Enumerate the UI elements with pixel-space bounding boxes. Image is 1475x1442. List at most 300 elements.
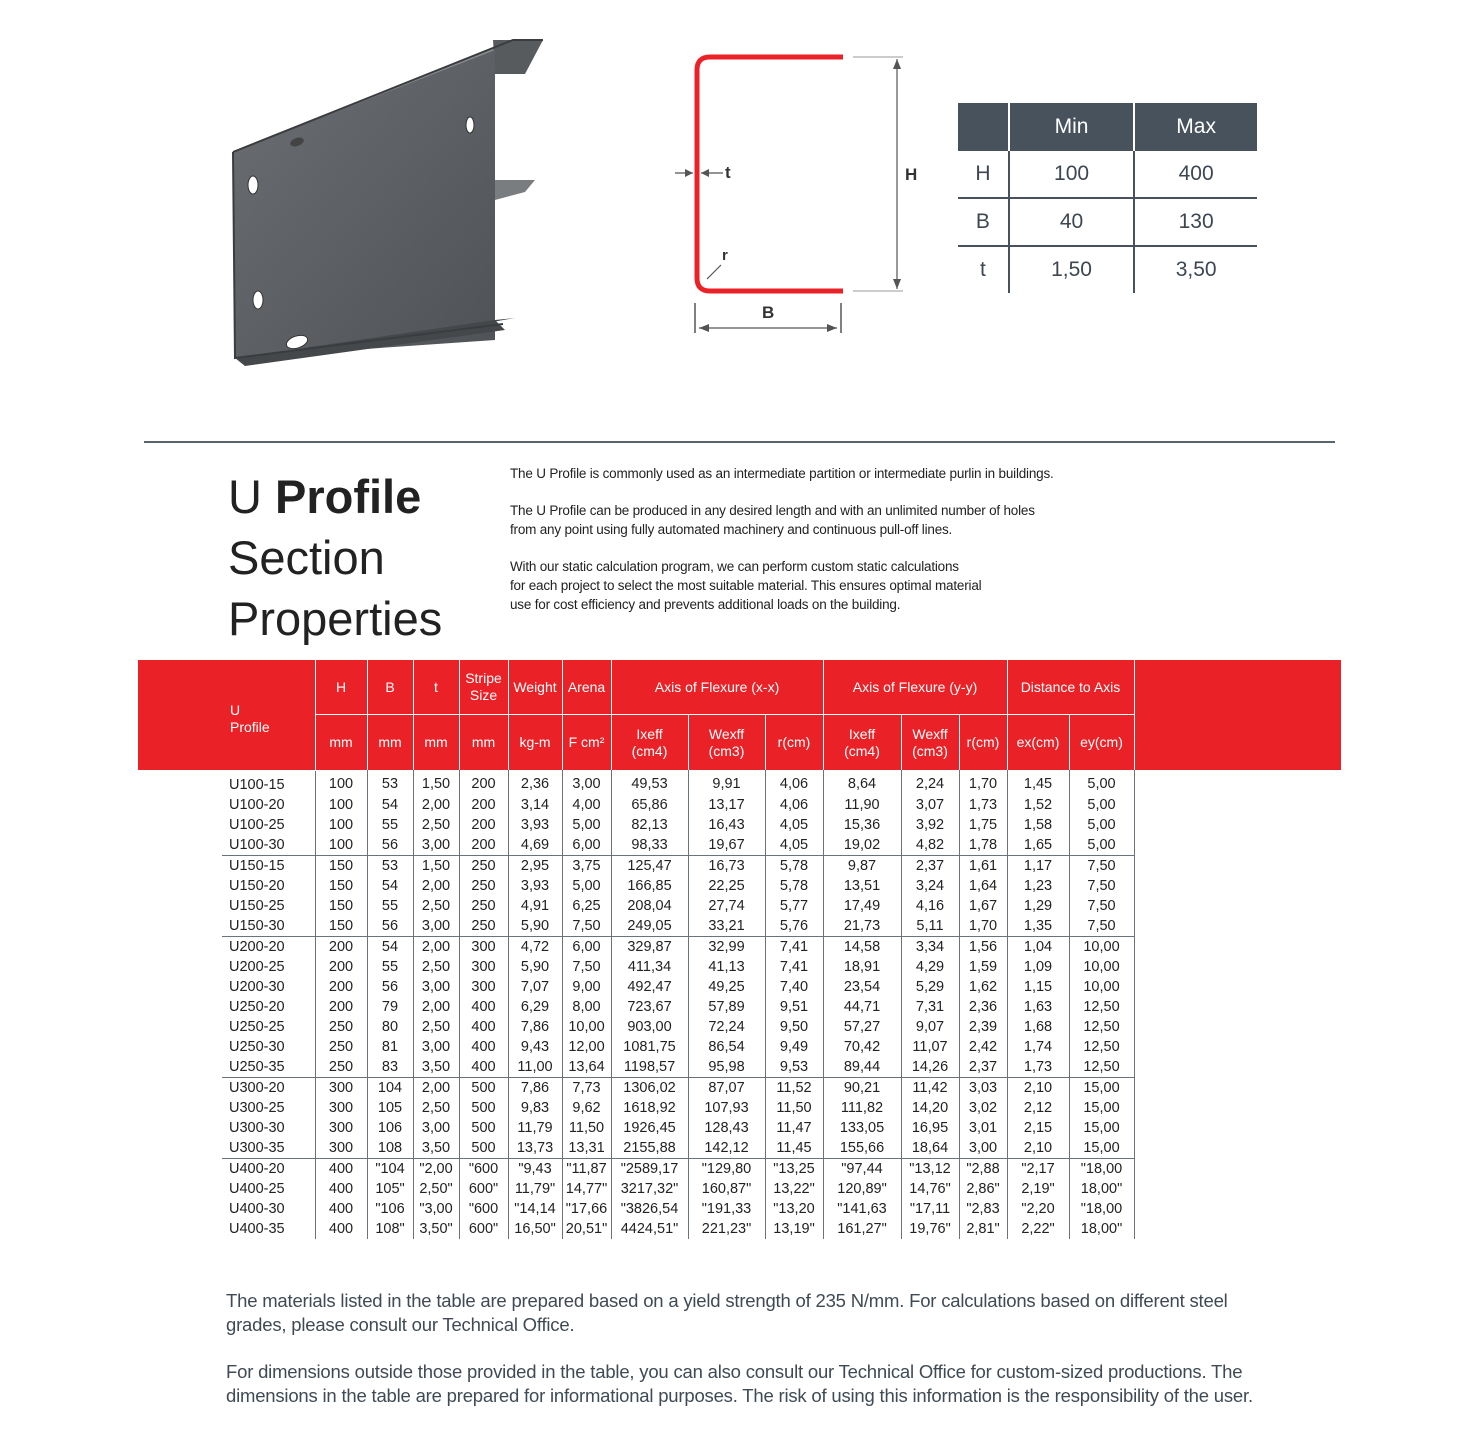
value-cell: 70,42 xyxy=(823,1037,901,1057)
value-cell: 2,50 xyxy=(413,1098,459,1118)
intro-text xyxy=(510,464,1150,632)
table-row xyxy=(222,916,1134,937)
value-cell: 2,39 xyxy=(959,1017,1007,1037)
value-cell: 1,67 xyxy=(959,896,1007,916)
value-cell: 6,00 xyxy=(562,936,611,957)
value-cell: 1,65 xyxy=(1007,835,1069,856)
unit-r-x: r(cm) xyxy=(765,715,823,771)
unit-h: mm xyxy=(315,715,367,771)
value-cell: 4,29 xyxy=(901,957,959,977)
profile-name-cell: U300-35 xyxy=(222,1138,315,1159)
value-cell: 33,21 xyxy=(688,916,765,937)
value-cell: "13,20 xyxy=(765,1199,823,1219)
value-cell: 13,64 xyxy=(562,1057,611,1078)
value-cell: 500 xyxy=(459,1098,508,1118)
value-cell: 3,00 xyxy=(959,1138,1007,1159)
value-cell: 11,90 xyxy=(823,795,901,815)
value-cell: 32,99 xyxy=(688,936,765,957)
header-b: B xyxy=(367,660,413,715)
value-cell: 250 xyxy=(315,1017,367,1037)
profile-name-cell: U400-30 xyxy=(222,1199,315,1219)
value-cell: 9,00 xyxy=(562,977,611,997)
value-cell: 5,78 xyxy=(765,876,823,896)
value-cell: 3,93 xyxy=(508,815,562,835)
value-cell: 10,00 xyxy=(1069,977,1134,997)
value-cell: 5,90 xyxy=(508,957,562,977)
value-cell: 250 xyxy=(315,1037,367,1057)
value-cell: 11,47 xyxy=(765,1118,823,1138)
value-cell: 54 xyxy=(367,936,413,957)
value-cell: 600" xyxy=(459,1219,508,1239)
min-cell: 40 xyxy=(1009,198,1134,246)
value-cell: 400 xyxy=(315,1179,367,1199)
value-cell: 2,50 xyxy=(413,815,459,835)
value-cell: 18,00" xyxy=(1069,1219,1134,1239)
value-cell: 2,10 xyxy=(1007,1138,1069,1159)
value-cell: "106 xyxy=(367,1199,413,1219)
intro-paragraph: With our static calculation program, we can perform custom static calculations for each project to select the most suitable material. This ensures optimal material use for cost efficiency and prevents additional loads on the building. xyxy=(510,559,982,612)
value-cell: 1,73 xyxy=(959,795,1007,815)
min-cell: 100 xyxy=(1009,151,1134,198)
profile-name-cell: U300-20 xyxy=(222,1077,315,1098)
value-cell: 4,06 xyxy=(765,770,823,795)
value-cell: 1,29 xyxy=(1007,896,1069,916)
value-cell: 15,00 xyxy=(1069,1077,1134,1098)
value-cell: 300 xyxy=(459,957,508,977)
value-cell: 13,51 xyxy=(823,876,901,896)
max-cell: 3,50 xyxy=(1134,246,1257,293)
value-cell: 108 xyxy=(367,1138,413,1159)
value-cell: 105" xyxy=(367,1179,413,1199)
table-row xyxy=(222,1057,1134,1078)
value-cell: 57,27 xyxy=(823,1017,901,1037)
unit-arena: F cm² xyxy=(562,715,611,771)
value-cell: 6,25 xyxy=(562,896,611,916)
value-cell: 13,73 xyxy=(508,1138,562,1159)
value-cell: 11,79 xyxy=(508,1118,562,1138)
value-cell: 14,76" xyxy=(901,1179,959,1199)
value-cell: 1,17 xyxy=(1007,855,1069,876)
value-cell: 3,24 xyxy=(901,876,959,896)
title-letter: U xyxy=(228,470,275,523)
table-row xyxy=(222,1037,1134,1057)
value-cell: "17,11 xyxy=(901,1199,959,1219)
value-cell: 500 xyxy=(459,1077,508,1098)
value-cell: 3,14 xyxy=(508,795,562,815)
value-cell: 54 xyxy=(367,876,413,896)
value-cell: 18,64 xyxy=(901,1138,959,1159)
value-cell: 2,15 xyxy=(1007,1118,1069,1138)
value-cell: 7,41 xyxy=(765,957,823,977)
value-cell: 1,15 xyxy=(1007,977,1069,997)
value-cell: 1,45 xyxy=(1007,770,1069,795)
min-max-header-param xyxy=(958,103,1009,151)
value-cell: 87,07 xyxy=(688,1077,765,1098)
value-cell: 128,43 xyxy=(688,1118,765,1138)
value-cell: 9,49 xyxy=(765,1037,823,1057)
value-cell: 18,91 xyxy=(823,957,901,977)
value-cell: 9,87 xyxy=(823,855,901,876)
value-cell: 7,41 xyxy=(765,936,823,957)
value-cell: 9,43 xyxy=(508,1037,562,1057)
value-cell: 72,24 xyxy=(688,1017,765,1037)
value-cell: "600 xyxy=(459,1158,508,1179)
value-cell: 13,19" xyxy=(765,1219,823,1239)
value-cell: 7,50 xyxy=(1069,916,1134,937)
value-cell: 18,00" xyxy=(1069,1179,1134,1199)
value-cell: 1,59 xyxy=(959,957,1007,977)
value-cell: 11,79" xyxy=(508,1179,562,1199)
value-cell: 82,13 xyxy=(611,815,688,835)
value-cell: 2,00 xyxy=(413,876,459,896)
min-max-header-row xyxy=(958,103,1257,151)
value-cell: 161,27" xyxy=(823,1219,901,1239)
value-cell: 1,52 xyxy=(1007,795,1069,815)
value-cell: 55 xyxy=(367,957,413,977)
table-row xyxy=(222,1118,1134,1138)
value-cell: 4,72 xyxy=(508,936,562,957)
value-cell: 3,00 xyxy=(413,1118,459,1138)
value-cell: 106 xyxy=(367,1118,413,1138)
value-cell: 2,00 xyxy=(413,795,459,815)
table-row xyxy=(222,1219,1134,1239)
profile-name-cell: U400-25 xyxy=(222,1179,315,1199)
value-cell: 11,45 xyxy=(765,1138,823,1159)
value-cell: "600 xyxy=(459,1199,508,1219)
value-cell: 98,33 xyxy=(611,835,688,856)
value-cell: 400 xyxy=(459,1037,508,1057)
table-row xyxy=(222,795,1134,815)
value-cell: 250 xyxy=(459,855,508,876)
value-cell: 8,64 xyxy=(823,770,901,795)
value-cell: 4,82 xyxy=(901,835,959,856)
value-cell: 200 xyxy=(459,795,508,815)
value-cell: 7,50 xyxy=(1069,896,1134,916)
value-cell: 8,00 xyxy=(562,997,611,1017)
value-cell: 300 xyxy=(315,1098,367,1118)
value-cell: 2,36 xyxy=(508,770,562,795)
profile-name-cell: U400-35 xyxy=(222,1219,315,1239)
value-cell: 1,74 xyxy=(1007,1037,1069,1057)
value-cell: 14,26 xyxy=(901,1057,959,1078)
value-cell: 2,50 xyxy=(413,1017,459,1037)
profile-name-cell: U200-30 xyxy=(222,977,315,997)
radius-label: r xyxy=(722,247,728,264)
value-cell: 53 xyxy=(367,770,413,795)
value-cell: 1,50 xyxy=(413,855,459,876)
value-cell: 7,50 xyxy=(562,957,611,977)
value-cell: 5,90 xyxy=(508,916,562,937)
value-cell: 1,75 xyxy=(959,815,1007,835)
value-cell: 79 xyxy=(367,997,413,1017)
value-cell: 2,19" xyxy=(1007,1179,1069,1199)
value-cell: 2,37 xyxy=(901,855,959,876)
value-cell: 1618,92 xyxy=(611,1098,688,1118)
value-cell: 89,44 xyxy=(823,1057,901,1078)
value-cell: 19,67 xyxy=(688,835,765,856)
unit-ixeff-x: Ixeff (cm4) xyxy=(611,715,688,771)
profile-name-cell: U250-35 xyxy=(222,1057,315,1078)
value-cell: 3,01 xyxy=(959,1118,1007,1138)
value-cell: 150 xyxy=(315,876,367,896)
unit-r-y: r(cm) xyxy=(959,715,1007,771)
value-cell: 400 xyxy=(315,1158,367,1179)
value-cell: 142,12 xyxy=(688,1138,765,1159)
value-cell: 105 xyxy=(367,1098,413,1118)
unit-t: mm xyxy=(413,715,459,771)
value-cell: 55 xyxy=(367,896,413,916)
value-cell: 12,00 xyxy=(562,1037,611,1057)
value-cell: 3,50 xyxy=(413,1138,459,1159)
header-axis-xx: Axis of Flexure (x-x) xyxy=(611,660,823,715)
table-row xyxy=(222,1199,1134,1219)
header-t: t xyxy=(413,660,459,715)
header-h: H xyxy=(315,660,367,715)
header-weight: Weight xyxy=(508,660,562,715)
value-cell: 9,91 xyxy=(688,770,765,795)
table-row xyxy=(222,1077,1134,1098)
value-cell: 7,86 xyxy=(508,1077,562,1098)
value-cell: 95,98 xyxy=(688,1057,765,1078)
value-cell: 400 xyxy=(459,1057,508,1078)
profile-name-cell: U150-20 xyxy=(222,876,315,896)
value-cell: 14,20 xyxy=(901,1098,959,1118)
value-cell: 56 xyxy=(367,916,413,937)
value-cell: 90,21 xyxy=(823,1077,901,1098)
value-cell: "2,88 xyxy=(959,1158,1007,1179)
value-cell: 14,77" xyxy=(562,1179,611,1199)
value-cell: 3,34 xyxy=(901,936,959,957)
profile-name-cell: U250-25 xyxy=(222,1017,315,1037)
value-cell: "17,66 xyxy=(562,1199,611,1219)
value-cell: 4,05 xyxy=(765,815,823,835)
value-cell: 1306,02 xyxy=(611,1077,688,1098)
value-cell: 65,86 xyxy=(611,795,688,815)
value-cell: 1,23 xyxy=(1007,876,1069,896)
profile-name-cell: U250-20 xyxy=(222,997,315,1017)
value-cell: 57,89 xyxy=(688,997,765,1017)
value-cell: 3,00 xyxy=(413,916,459,937)
value-cell: 13,17 xyxy=(688,795,765,815)
value-cell: 1,63 xyxy=(1007,997,1069,1017)
value-cell: 15,00 xyxy=(1069,1118,1134,1138)
min-max-row xyxy=(958,198,1257,246)
value-cell: 903,00 xyxy=(611,1017,688,1037)
footer-paragraph: The materials listed in the table are prepared based on a yield strength of 235 N/mm. For calculations based on different steel grades, please consult our Technical Office. xyxy=(226,1290,1228,1335)
value-cell: 249,05 xyxy=(611,916,688,937)
value-cell: 1,35 xyxy=(1007,916,1069,937)
value-cell: 100 xyxy=(315,770,367,795)
value-cell: 3,92 xyxy=(901,815,959,835)
value-cell: 12,50 xyxy=(1069,997,1134,1017)
unit-ixeff-y: Ixeff (cm4) xyxy=(823,715,901,771)
value-cell: 300 xyxy=(315,1118,367,1138)
value-cell: 1,70 xyxy=(959,770,1007,795)
value-cell: 54 xyxy=(367,795,413,815)
value-cell: "18,00 xyxy=(1069,1158,1134,1179)
value-cell: 16,73 xyxy=(688,855,765,876)
title-line-2: Section xyxy=(228,531,385,584)
u-profile-3d-illustration xyxy=(225,30,555,375)
profile-name-cell: U200-25 xyxy=(222,957,315,977)
header-profile: U Profile xyxy=(222,660,315,770)
table-row xyxy=(222,770,1134,795)
table-row xyxy=(222,815,1134,835)
value-cell: 150 xyxy=(315,896,367,916)
intro-paragraph: The U Profile is commonly used as an intermediate partition or intermediate purlin in buildings. xyxy=(510,466,1054,481)
value-cell: 1,56 xyxy=(959,936,1007,957)
value-cell: 221,23" xyxy=(688,1219,765,1239)
value-cell: 7,31 xyxy=(901,997,959,1017)
table-row xyxy=(222,1138,1134,1159)
value-cell: 200 xyxy=(315,997,367,1017)
value-cell: 2,42 xyxy=(959,1037,1007,1057)
unit-b: mm xyxy=(367,715,413,771)
value-cell: 2,50 xyxy=(413,896,459,916)
value-cell: 5,29 xyxy=(901,977,959,997)
value-cell: 250 xyxy=(459,896,508,916)
value-cell: 11,52 xyxy=(765,1077,823,1098)
value-cell: 4,06 xyxy=(765,795,823,815)
value-cell: 160,87" xyxy=(688,1179,765,1199)
value-cell: 1,78 xyxy=(959,835,1007,856)
value-cell: 2,37 xyxy=(959,1057,1007,1078)
value-cell: 14,58 xyxy=(823,936,901,957)
unit-wexff-y: Wexff (cm3) xyxy=(901,715,959,771)
value-cell: 41,13 xyxy=(688,957,765,977)
value-cell: 16,43 xyxy=(688,815,765,835)
value-cell: 2,00 xyxy=(413,997,459,1017)
value-cell: 3217,32" xyxy=(611,1179,688,1199)
value-cell: 3,02 xyxy=(959,1098,1007,1118)
table-row xyxy=(222,896,1134,916)
value-cell: 4,69 xyxy=(508,835,562,856)
value-cell: 200 xyxy=(459,815,508,835)
value-cell: "141,63 xyxy=(823,1199,901,1219)
value-cell: 53 xyxy=(367,855,413,876)
value-cell: 107,93 xyxy=(688,1098,765,1118)
value-cell: 300 xyxy=(315,1138,367,1159)
value-cell: 200 xyxy=(459,835,508,856)
value-cell: 5,00 xyxy=(1069,815,1134,835)
value-cell: 250 xyxy=(459,916,508,937)
value-cell: 3,50" xyxy=(413,1219,459,1239)
max-cell: 400 xyxy=(1134,151,1257,198)
value-cell: 1,64 xyxy=(959,876,1007,896)
value-cell: 1,04 xyxy=(1007,936,1069,957)
value-cell: 7,40 xyxy=(765,977,823,997)
value-cell: 44,71 xyxy=(823,997,901,1017)
value-cell: 200 xyxy=(315,957,367,977)
value-cell: 3,03 xyxy=(959,1077,1007,1098)
value-cell: 250 xyxy=(459,876,508,896)
value-cell: 400 xyxy=(315,1199,367,1219)
unit-stripe: mm xyxy=(459,715,508,771)
value-cell: 16,50" xyxy=(508,1219,562,1239)
value-cell: 329,87 xyxy=(611,936,688,957)
min-max-header-max: Max xyxy=(1134,103,1257,151)
value-cell: 1,73 xyxy=(1007,1057,1069,1078)
intro-paragraph: The U Profile can be produced in any desired length and with an unlimited number of holes from any point using fully automated machinery and continuous pull-off lines. xyxy=(510,503,1035,537)
value-cell: "18,00 xyxy=(1069,1199,1134,1219)
value-cell: 500 xyxy=(459,1138,508,1159)
value-cell: "2,17 xyxy=(1007,1158,1069,1179)
header-arena: Arena xyxy=(562,660,611,715)
value-cell: 15,00 xyxy=(1069,1098,1134,1118)
value-cell: 13,22" xyxy=(765,1179,823,1199)
value-cell: 9,07 xyxy=(901,1017,959,1037)
value-cell: "2,00 xyxy=(413,1158,459,1179)
table-row xyxy=(222,855,1134,876)
value-cell: 21,73 xyxy=(823,916,901,937)
min-max-row xyxy=(958,246,1257,293)
value-cell: 5,00 xyxy=(1069,795,1134,815)
value-cell: 3,00 xyxy=(413,835,459,856)
value-cell: 5,11 xyxy=(901,916,959,937)
value-cell: 19,76" xyxy=(901,1219,959,1239)
width-label: B xyxy=(762,303,775,322)
value-cell: 1198,57 xyxy=(611,1057,688,1078)
table-row xyxy=(222,957,1134,977)
unit-wexff-x: Wexff (cm3) xyxy=(688,715,765,771)
value-cell: 4,16 xyxy=(901,896,959,916)
value-cell: 1,68 xyxy=(1007,1017,1069,1037)
value-cell: "3826,54 xyxy=(611,1199,688,1219)
value-cell: 1,61 xyxy=(959,855,1007,876)
value-cell: 2,24 xyxy=(901,770,959,795)
value-cell: 3,07 xyxy=(901,795,959,815)
section-divider xyxy=(144,441,1335,443)
value-cell: 9,50 xyxy=(765,1017,823,1037)
value-cell: 7,07 xyxy=(508,977,562,997)
value-cell: 81 xyxy=(367,1037,413,1057)
value-cell: 400 xyxy=(315,1219,367,1239)
value-cell: 11,50 xyxy=(765,1098,823,1118)
value-cell: 49,53 xyxy=(611,770,688,795)
value-cell: 4,91 xyxy=(508,896,562,916)
value-cell: 80 xyxy=(367,1017,413,1037)
value-cell: 723,67 xyxy=(611,997,688,1017)
value-cell: 1926,45 xyxy=(611,1118,688,1138)
value-cell: "129,80 xyxy=(688,1158,765,1179)
value-cell: "9,43 xyxy=(508,1158,562,1179)
value-cell: 5,00 xyxy=(562,815,611,835)
value-cell: 2,95 xyxy=(508,855,562,876)
value-cell: 5,77 xyxy=(765,896,823,916)
value-cell: 150 xyxy=(315,855,367,876)
table-row xyxy=(222,876,1134,896)
value-cell: 500 xyxy=(459,1118,508,1138)
value-cell: 7,86 xyxy=(508,1017,562,1037)
header-axis-yy: Axis of Flexure (y-y) xyxy=(823,660,1007,715)
profile-name-cell: U300-25 xyxy=(222,1098,315,1118)
value-cell: 200 xyxy=(315,936,367,957)
profile-name-cell: U250-30 xyxy=(222,1037,315,1057)
value-cell: 2,12 xyxy=(1007,1098,1069,1118)
max-cell: 130 xyxy=(1134,198,1257,246)
value-cell: 4,05 xyxy=(765,835,823,856)
value-cell: 111,82 xyxy=(823,1098,901,1118)
value-cell: "104 xyxy=(367,1158,413,1179)
value-cell: "11,87 xyxy=(562,1158,611,1179)
value-cell: 2,86" xyxy=(959,1179,1007,1199)
value-cell: 7,73 xyxy=(562,1077,611,1098)
value-cell: 155,66 xyxy=(823,1138,901,1159)
value-cell: 400 xyxy=(459,1017,508,1037)
value-cell: 2155,88 xyxy=(611,1138,688,1159)
value-cell: 1,58 xyxy=(1007,815,1069,835)
value-cell: 2,81" xyxy=(959,1219,1007,1239)
